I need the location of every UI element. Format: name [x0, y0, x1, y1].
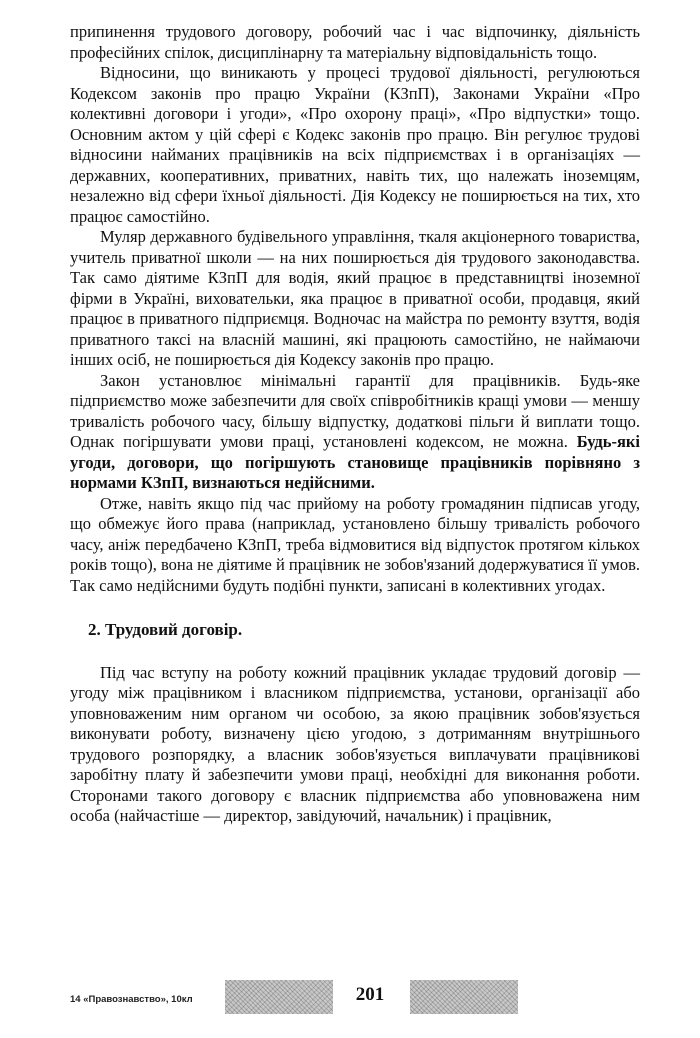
paragraph-labor-contract: Під час вступу на роботу кожний працівник укладає трудовий договір — угоду між працівником і власником підприємства, установи, організації або уповноваженим ним органом чи особою, за якою працівник зобов'язується виконувати роботу, визначену цією угодою, з дотриманням внутрішнього трудового розпорядку, а власник зобов'язується виплачувати працівникові заробітну плату й забезпечити умови праці, необхідні для виконання роботи. Сторонами такого договору є власник підприємства або уповноважена ним особа (найчастіше — директор, завідуючий, начальник) і працівник,: [70, 662, 640, 825]
paragraph-labor-relations: Відносини, що виникають у процесі трудової діяльності, регулюються Кодексом законів про працю України (КЗпП), Законами України «Про колективні договори і угоди», «Про охорону праці», «Про відпустки» тощо. Основним актом у цій сфері є Кодекс законів про працю. Він регулює трудові відносини найманих працівників на всіх підприємствах і в організаціях — державних, кооперативних, приватних, навіть тих, що належать іноземцям, незалежно від сфери їхньої діяльності. Дія Кодексу не поширюється на тих, хто працює самостійно.: [70, 63, 640, 226]
paragraph-examples: Муляр державного будівельного управління, ткаля акціонерного товариства, учитель приватної школи — на них поширюється дія трудового законодавства. Так само діятиме КЗпП для водія, який працює в представництві іноземної фірми в Україні, виховательки, яка працює в приватної особи, продавця, який працює в приватного підприємця. Водночас на майстра по ремонту взуття, водія приватного таксі на власній машині, які працюють самостійно, не наймаючи інших осіб, не поширюється дія Кодексу законів про працю.: [70, 227, 640, 369]
paragraph-minimum-guarantees-bold: Будь-які угоди, договори, що погіршують становище працівників порівняно з нормами КЗпП, визнаються недійсними.: [70, 432, 640, 492]
paragraph-continuation: припинення трудового договору, робочий час і час відпочинку, діяльність професійних спілок, дисциплінарну та матеріальну відповідальність тощо.: [70, 22, 640, 62]
page-footer: [70, 980, 640, 1020]
document-page: [70, 22, 640, 827]
section-heading: 2. Трудовий договір.: [88, 620, 243, 639]
paragraph-invalid-agreement: Отже, навіть якщо під час прийому на роботу громадянин підписав угоду, що обмежує його права (наприклад, установлено більшу тривалість робочого часу, аніж передбачено КЗпП, треба відмовитися від відпусток протягом кількох років тощо), вона не діятиме й працівник не зобов'язаний додержуватися її умов. Так само недійсними будуть подібні пункти, записані в колективних угодах.: [70, 493, 640, 595]
paragraph-minimum-guarantees: [70, 371, 640, 494]
page-number: 201: [355, 984, 385, 1005]
paragraph-minimum-guarantees-text: Закон установлює мінімальні гарантії для працівників. Будь-яке підприємство може забезпечити для своїх співробітників кращі умови — меншу тривалість робочого часу, більшу відпустку, додаткові пільги й виплати тощо. Однак погіршувати умови праці, установлені кодексом, не можна.: [70, 370, 640, 451]
decorative-texture-left: [225, 980, 333, 1014]
decorative-texture-right: [410, 980, 518, 1014]
footer-note: 14 «Правознавство», 10кл: [70, 994, 193, 1005]
